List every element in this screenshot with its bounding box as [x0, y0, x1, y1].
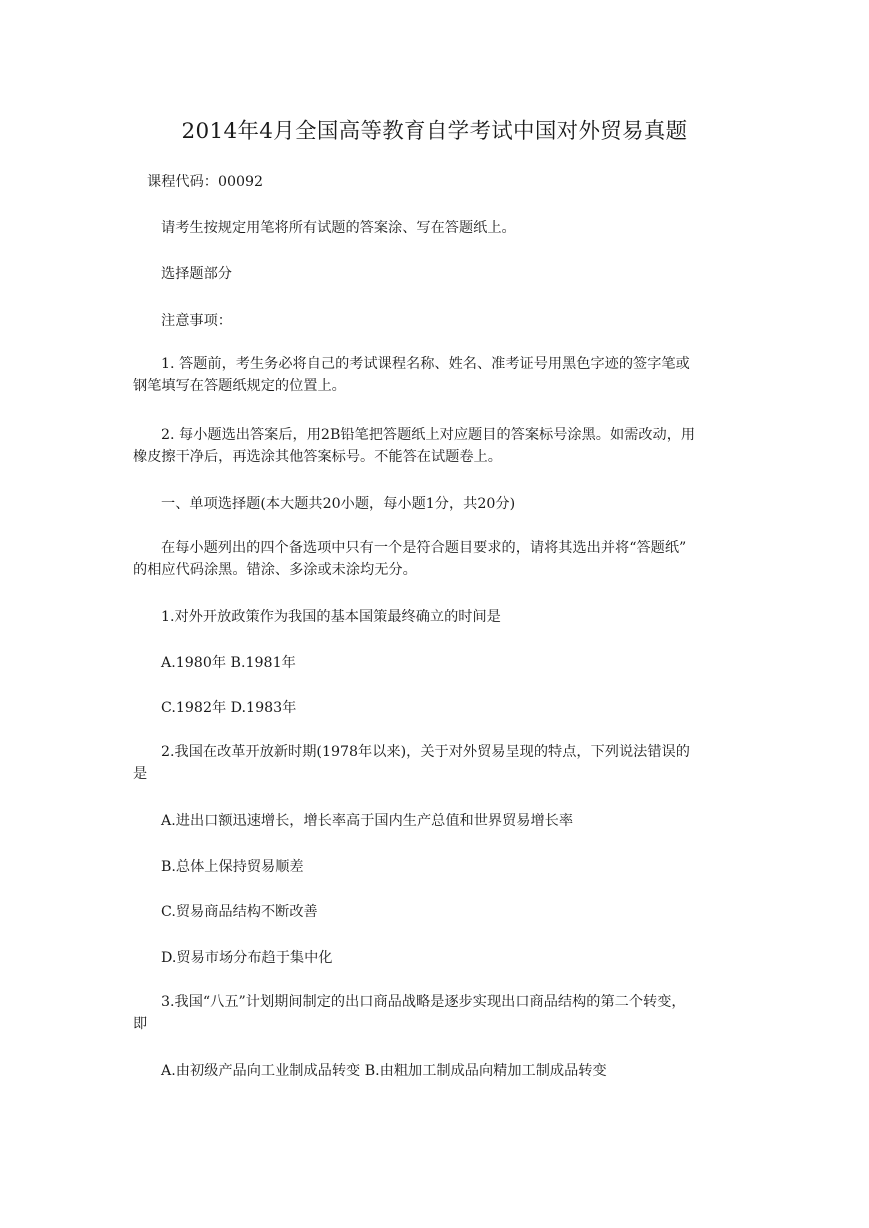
notice-item-2	[133, 425, 695, 468]
part-one-instruction	[133, 538, 686, 581]
question-2-stem	[133, 742, 690, 785]
question-2-stem-line-1: 2.我国在改革开放新时期(1978年以来)，关于对外贸易呈现的特点，下列说法错误的	[161, 744, 690, 760]
notice-item-1-line-1: 1. 答题前，考生务必将自己的考试课程名称、姓名、准考证号用黑色字迹的签字笔或	[161, 356, 690, 372]
question-1-options-ab: A.1980年 B.1981年	[161, 655, 296, 671]
question-1-stem: 1.对外开放政策作为我国的基本国策最终确立的时间是	[161, 609, 501, 625]
question-2-option-a: A.进出口额迅速增长，增长率高于国内生产总值和世界贸易增长率	[161, 813, 574, 829]
course-code: 课程代码：00092	[147, 174, 264, 190]
question-3-stem	[133, 992, 686, 1035]
part-one-instruction-line-2: 的相应代码涂黑。错涂、多涂或未涂均无分。	[133, 561, 417, 578]
section-name: 选择题部分	[161, 266, 232, 282]
question-2-option-c: C.贸易商品结构不断改善	[161, 904, 318, 920]
question-3-stem-line-2: 即	[133, 1015, 148, 1032]
notice-heading: 注意事项：	[161, 313, 232, 329]
question-2-stem-line-2: 是	[133, 765, 148, 782]
part-one-heading: 一、单项选择题(本大题共20小题，每小题1分，共20分)	[161, 496, 516, 512]
answer-instruction: 请考生按规定用笔将所有试题的答案涂、写在答题纸上。	[161, 220, 516, 236]
notice-item-1-line-2: 钢笔填写在答题纸规定的位置上。	[133, 377, 346, 394]
question-2-option-b: B.总体上保持贸易顺差	[161, 859, 304, 875]
notice-item-2-line-1: 2. 每小题选出答案后，用2B铅笔把答题纸上对应题目的答案标号涂黑。如需改动，用	[161, 427, 696, 443]
question-3-stem-line-1: 3.我国“八五”计划期间制定的出口商品战略是逐步实现出口商品结构的第二个转变，	[161, 994, 686, 1010]
document-title: 2014年4月全国高等教育自学考试中国对外贸易真题	[181, 119, 688, 144]
notice-item-1	[133, 354, 690, 397]
notice-item-2-line-2: 橡皮擦干净后，再选涂其他答案标号。不能答在试题卷上。	[133, 448, 502, 465]
part-one-instruction-line-1: 在每小题列出的四个备选项中只有一个是符合题目要求的，请将其选出并将“答题纸”	[161, 540, 687, 556]
question-3-options-ab: A.由初级产品向工业制成品转变 B.由粗加工制成品向精加工制成品转变	[161, 1063, 607, 1079]
question-1-options-cd: C.1982年 D.1983年	[161, 700, 297, 716]
question-2-option-d: D.贸易市场分布趋于集中化	[161, 950, 333, 966]
